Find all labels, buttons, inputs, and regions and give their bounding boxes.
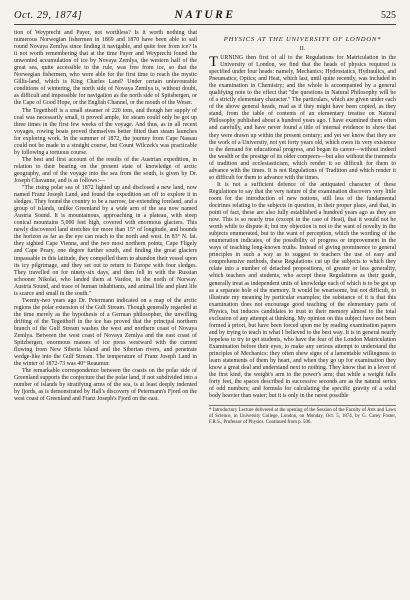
- paragraph: "The rising polar sea of 1872 lighted up and disclosed a new land, now named Franz Joseph Land, and found the expedition set off to explore it in sledges. They found the country to be a narrow, far-extending foreland, and a group of islands, unlike Greenland by a wide arm of the sea now named Austria Sound. It is mountainous, approaching in a plateau, with steep conical mountains 5,000 feet high, covered with enormous glaciers. This newly discovered land stretches for more than 15° of longitude, and bounds the horizon as far as the eye can reach to the north and west. In 83° N. lat. they sighted Cape Vienna, and the two most northern points, Cape Fligely and Cape Peary, one degree further south, and finding the great glaciers impassable in this latitude, they compelled them to abandon their vessel upon its icy pilgrimage, and they set out to return to Europe with four sledges. They travelled on for ninety-six days, and then fell in with the Russian schooner Nikolai, who landed them at Vardoe, in the north of Norway. Austria Sound, and trace of human inhabitants, and animal life and plant life is scarce and small in the south.": [14, 185, 197, 297]
- journal-title: NATURE: [174, 9, 236, 21]
- right-column: [209, 30, 396, 426]
- page-number: 525: [381, 10, 396, 21]
- paragraph: The remarkable correspondence between the coasts on the polar side of Greenland supports the conjecture that the polar land, if not subdivided into a number of islands by stratifying arms of the sea, is at least deeply indented by fjords, as is demonstrated by Hall's discovery of Petermann's Fjord on the west coast of Greenland and Franz Joseph's Fjord on the east.: [14, 368, 197, 403]
- paragraph: The Tegetthoff is a small steamer of 220 tons, and though her supply of coal was necessarily small, it proved ample, for steam could only be got up three times in the first few weeks of the voyage. And thus, as in all recent voyages, rowing boats proved themselves better fitted than steam launches for exploring work. In the summer of 1872, the journey from Cape Nassau could not be made in a straight course, but Count Wilczek's was practicable by following a tortuous course.: [14, 107, 197, 156]
- paragraph: tion of Weyprecht and Payer, not worthless? Is it worth nothing that numerous Norwegian fishermen in 1869 and 1870 have been able to sail round Novaya Zemlya since finding it navigable, and quite free from ice? Is it not worth remembering that at the time Payer and Weyprecht found the unwonted accumulation of ice by Novaya Zemlya, the western half of the great sea, quite accessible to the rule, was free from ice, so that the Norwegian fishermen, who were able for the first time to reach the mystic Gillis-land, which is King Charles Land? Under certain unfavourable conditions of wintering, the north side of Novaya Zemlya is, without doubt, as difficult and impossible for navigation as the north side of Spitsbergen, or the Cape of Good Hope, or the English Channel, or the mouth of the Weser.: [14, 30, 197, 107]
- article-number: II.: [299, 45, 306, 52]
- article-title: PHYSICS AT THE UNIVERSITY OF LONDON*: [223, 36, 382, 43]
- page-header: [14, 10, 396, 25]
- issue-date: Oct. 29, 1874]: [14, 10, 83, 21]
- paragraph-text: URNING then first of all to the Regulations for Matriculation in the University of London, we find that the heads of physics required is specified under four heads: namely, Mechanics; Hydrostatics, Hydraulics, and Pneumatics; Optics; and Heat, which last, until quite recently, was included in the examination in Chemistry; and the whole is accompanied by a general qualifying note to the effect that "the questions in Natural Philosophy will be of a strictly elementary character." The particulars, which are given under each of the above general heads, read as if they might have been copied, as they stand, from the table of contents of an elementary treatise on Natural Philosophy published about a hundred years ago. I have examined them often and carefully, and have never found a title of internal evidence to show that they were drawn up within the present century; and yet we know that they are the work of a University, not yet forty years old, which owes its very existence to the demand for educational progress, and began its career—without indeed the wealth or the prestige of its older compeers—but also without the trammels of tradition and ecclesiasticism, which render it so difficult for them to advance with the times. It is not Regulations of Tradition and which render it so difficult for them to advance with the times.: [209, 55, 396, 181]
- paragraph: Twenty-two years ago Dr. Petermann indicated on a map of the arctic regions the polar extension of the Gulf Stream. Though generally regarded at the time merely as the hypothesis of a German philosopher, the unwilling drifting of the Tegetthoff in the ice has proved that the principal northern branch of the Gulf Stream washes the west and northern coast of Novaya Zemlya. Between the west coast of Novaya Zemlya and the east coast of Spitzbergen, enormous masses of ice press westward with the current flowing from New Siberia Island and the Siberian rivers, and penetrate wedge-like into the Gulf Stream. The temperature of Franz Joseph Land in the winter of 1872-73 was 40° Reaumur.: [14, 297, 197, 368]
- left-column: [14, 30, 197, 403]
- paragraph: [209, 55, 396, 182]
- footnote: * Introductory Lecture delivered at the opening of the Session of the Faculty of Arts and Laws of Science, in University College, London, on Monday, Oct. 5, 1874, by G. Carey Foster, F.R.S., Professor of Physics. Continued from p. 506.: [209, 405, 396, 426]
- drop-cap: T: [209, 54, 219, 70]
- paragraph: The best and first account of the results of the Austrian expedition, in relation to their bearing on the present state of knowledge of arctic geography, and of the voyage into the sea from the south, is given by Dr. Joseph Chavanne, and is as follows:—: [14, 156, 197, 184]
- paragraph: It is not a sufficient defence of the antiquated character of these Regulations to say that the very nature of the examination discovers very little room for the introduction of new notions, still less of the fundamental doctrines relating to the subjects in question, in their proper place, and that, in point of fact, these are also fully established a hundred years ago as they are now. This is so nearly true (except in the case of Heat), that it would not be worth while to dispute it; but my objection is not to the want of novelty in the subjects enumerated, but to the want of perception, which the wording of the enumeration indicates, of the possibility of progress or improvement in the ways of teaching long-known truths. Instead of giving prominence to general principles in such a way as to suggest to teachers the use of easy and comprehensive methods, these Regulations cut up the subjects to which they relate into a number of detached propositions, of greater or less generality, which teachers and students, who accept these Regulations as their guide, generally treat as independent units of knowledge each of which is to be got up as a separate hole of the memory. It would be wearisome, but not difficult, to illustrate my meaning by particular examples; the substance of it is that this examination does not encourage good teaching of the elementary parts of Physics, but induces candidates to trust to their memory almost to the total exclusion of any attempt at thinking. My opinion on this subject have not been formed à priori, but have been forced upon me by reading examination papers and by trying to teach in what I believed to the best way. It is in general nearly hopeless to try to get students, who have the fear of the London Matriculation Examination before their eyes, to make any serious attempt to understand the principles of Mechanics: they often shew signs of a lamentable willingness to learn statements of them by heart, and when they go up for examination they know a great deal and understand next to nothing. They know that in a lever of the first kind, the weight's arm to the power's arm; that while a weight falls forty feet, the spaces described in successive seconds are as the natural series of odd numbers; and formula for calculating the specific gravity of a solid body heavier than water; but it is only in the rarest possible: [209, 181, 396, 400]
